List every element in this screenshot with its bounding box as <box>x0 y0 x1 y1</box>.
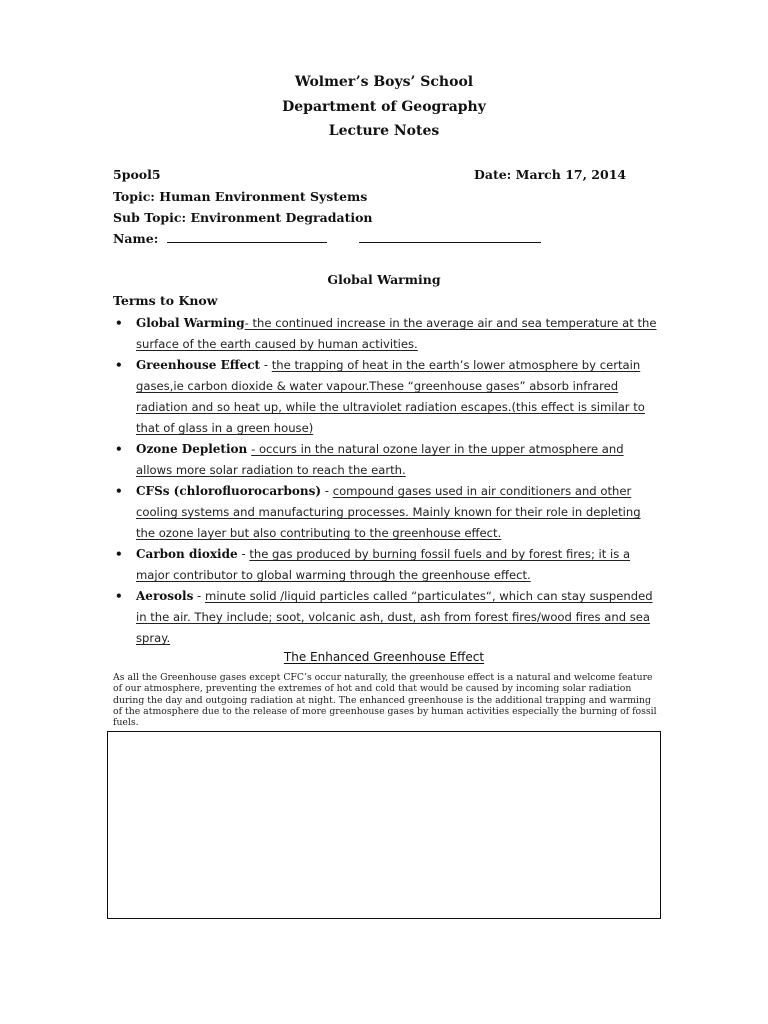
term-name: Greenhouse Effect <box>136 358 261 372</box>
topic-line: Topic: Human Environment Systems <box>113 189 368 204</box>
enhanced-greenhouse-paragraph: As all the Greenhouse gases except CFC’s occur naturally, the greenhouse effect is a natural and welcome feature of our atmosphere, preventing the extremes of hot and cold that would be caused by incoming solar radiation during the day and outgoing radiation at night. The enhanced greenhouse is the additional trapping and warming of the atmosphere due to the release of more greenhouse gases by human activities especially the burning of fossil fuels. <box>113 672 657 729</box>
list-item <box>113 586 658 649</box>
list-item <box>113 544 658 586</box>
bullet-icon: • <box>115 316 123 330</box>
bullet-icon: • <box>115 484 123 498</box>
term-definition: - the continued increase in the average air and sea temperature at the surface of the earth caused by human activities. <box>136 316 657 351</box>
term-name: CFSs (chlorofluorocarbons) <box>136 484 322 498</box>
term-separator: - <box>321 484 333 498</box>
list-item <box>113 439 658 481</box>
term-name: Global Warming <box>136 316 245 330</box>
term-name: Carbon dioxide <box>136 547 238 561</box>
term-name: Ozone Depletion <box>136 442 248 456</box>
term-name: Aerosols <box>136 589 194 603</box>
list-item <box>113 481 658 544</box>
school-name: Wolmer’s Boys’ School <box>294 74 474 90</box>
class-code: 5pool5 <box>113 167 161 182</box>
name-label: Name: <box>113 231 159 246</box>
term-definition: - occurs in the natural ozone layer in the upper atmosphere and allows more solar radiation to reach the earth. <box>136 442 624 477</box>
department-name: Department of Geography <box>282 98 486 115</box>
bullet-icon: • <box>115 442 123 456</box>
terms-list <box>113 313 658 649</box>
bullet-icon: • <box>115 589 123 603</box>
sub-topic-line: Sub Topic: Environment Degradation <box>113 210 373 225</box>
document-header <box>0 70 768 144</box>
first-name-blank[interactable] <box>167 231 327 243</box>
term-separator: - <box>193 589 206 603</box>
list-item <box>113 355 658 439</box>
terms-heading: Terms to Know <box>113 293 218 308</box>
term-separator: - <box>237 547 250 561</box>
term-definition: the gas produced by burning fossil fuels and by forest fires; it is a major contributor to global warming through the greenhouse effect. <box>136 547 631 582</box>
document-type: Lecture Notes <box>328 123 440 139</box>
last-name-blank[interactable] <box>359 231 541 243</box>
name-line <box>113 231 541 246</box>
term-definition: minute solid /liquid particles called “particulates“, which can stay suspended in the air. They include; soot, volcanic ash, dust, ash from forest fires/wood fires and sea spray. <box>136 589 653 645</box>
term-definition: the trapping of heat in the earth’s lower atmosphere by certain gases,ie carbon dioxide & water vapour.These “greenhouse gases” absorb infrared radiation and so heat up, while the ultraviolet radiation escapes.(this effect is similar to that of glass in a green house) <box>136 358 645 435</box>
lecture-date: Date: March 17, 2014 <box>474 167 627 182</box>
bullet-icon: • <box>115 358 123 372</box>
term-separator: - <box>260 358 272 372</box>
diagram-box[interactable] <box>107 731 661 919</box>
enhanced-greenhouse-title: The Enhanced Greenhouse Effect <box>283 650 485 664</box>
section-title: Global Warming <box>327 272 441 287</box>
list-item <box>113 313 658 355</box>
term-definition: compound gases used in air conditioners and other cooling systems and manufacturing processes. Mainly known for their role in depleting the ozone layer but also contributing to the greenhouse effect. <box>136 484 641 540</box>
bullet-icon: • <box>115 547 123 561</box>
